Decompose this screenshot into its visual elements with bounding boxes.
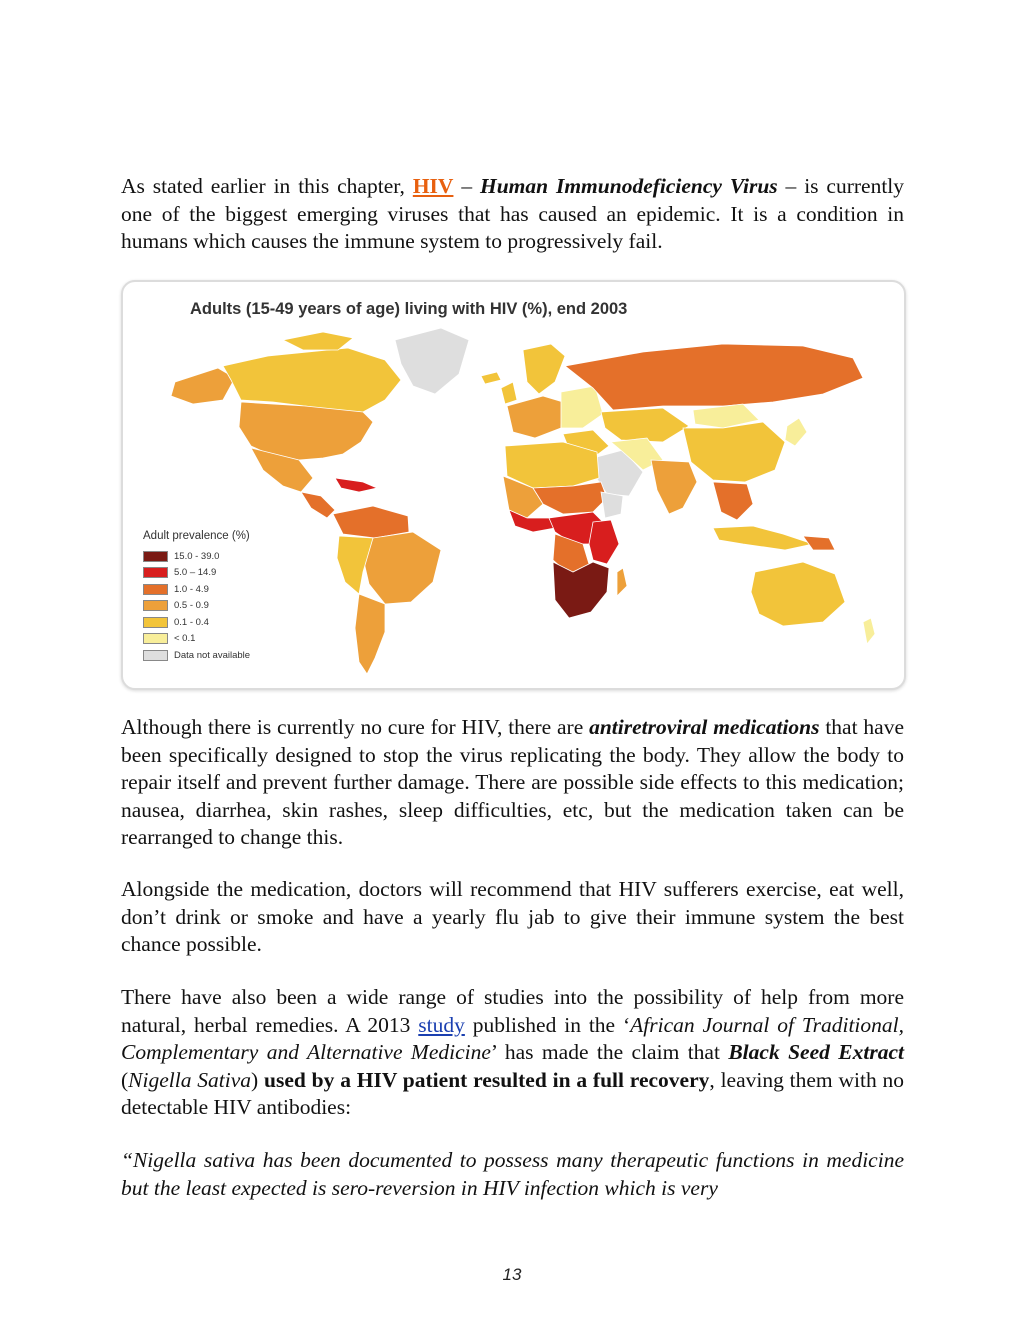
nigella-term: Nigella Sativa: [128, 1067, 252, 1092]
lifestyle-paragraph: Alongside the medication, doctors will recommend that HIV sufferers exercise, eat well, don’t drink or smoke and have a yearly flu jab to give their immune system the best chance possible.: [121, 877, 904, 956]
para4-text-d: (: [121, 1067, 129, 1092]
region-central-asia: [601, 408, 689, 442]
para2-text-a: Although there is currently no cure for HIV, there are: [121, 715, 590, 739]
intro-dash: –: [453, 174, 480, 198]
region-scandinavia: [523, 344, 565, 394]
quote-paragraph: “Nigella sativa has been documented to possess many therapeutic functions in medicine but the least expected is sero-reversion in HIV infection which is very: [121, 1148, 904, 1200]
legend-label: 0.1 - 0.4: [174, 616, 209, 628]
region-indonesia: [713, 526, 813, 550]
legend-swatch: [143, 617, 168, 628]
region-western-europe: [507, 396, 563, 438]
intro-rest: – is currently one of the biggest emerging viruses that has caused an epidemic. It is a condition in humans which causes the immune system to progressively fail.: [121, 174, 905, 253]
legend-item: [143, 581, 250, 598]
region-greenland: [395, 328, 469, 394]
region-southeast-asia: [713, 482, 753, 520]
region-uk: [501, 382, 517, 404]
map-legend: [143, 530, 250, 664]
para4-text-e: ): [251, 1067, 265, 1092]
region-southern-cone: [355, 594, 385, 674]
intro-paragraph: [121, 173, 904, 256]
journal-name: African Journal of Traditional, Complementary and Alternative Medicine: [121, 1012, 904, 1064]
region-north-africa: [505, 442, 599, 488]
region-brazil: [363, 532, 441, 604]
region-australia: [751, 562, 845, 626]
herbal-paragraph: [121, 984, 904, 1122]
legend-swatch: [143, 567, 168, 578]
legend-item: [143, 548, 250, 565]
legend-item: [143, 647, 250, 664]
legend-label: 1.0 - 4.9: [174, 583, 209, 595]
region-central-america: [301, 492, 335, 518]
black-seed-term: Black Seed Extract: [728, 1040, 904, 1064]
legend-swatch: [143, 584, 168, 595]
region-new-zealand: [863, 618, 875, 644]
legend-swatch: [143, 600, 168, 611]
para4-text-f: , leaving them with no detectable HIV antibodies:: [121, 1067, 905, 1119]
hiv-link[interactable]: HIV: [412, 174, 454, 198]
region-madagascar: [617, 568, 627, 596]
region-east-africa: [589, 520, 619, 564]
legend-swatch: [143, 633, 168, 644]
legend-item: [143, 631, 250, 648]
antiretroviral-term: antiretroviral medications: [589, 715, 820, 739]
para4-text-b: published in the ‘: [464, 1012, 631, 1037]
legend-title: Adult prevalence (%): [143, 530, 250, 542]
legend-label: Data not available: [174, 649, 251, 661]
legend-rows: [143, 548, 250, 664]
region-china: [683, 422, 785, 482]
region-iceland: [481, 372, 501, 384]
region-japan-korea: [785, 418, 807, 446]
map-title: Adults (15-49 years of age) living with HIV (%), end 2003: [190, 300, 628, 318]
region-papua: [803, 536, 835, 550]
para4-text-c: ’ has made the claim that: [490, 1040, 729, 1064]
region-venezuela-colombia: [333, 506, 409, 538]
legend-swatch: [143, 551, 168, 562]
antiretroviral-paragraph: [121, 714, 904, 852]
region-alaska: [171, 368, 235, 404]
legend-item: [143, 565, 250, 582]
legend-label: < 0.1: [174, 633, 196, 645]
region-caribbean: [335, 478, 377, 492]
hiv-prevalence-map-figure: [121, 280, 906, 690]
recovery-claim: used by a HIV patient resulted in a full recovery: [264, 1067, 710, 1092]
page-number: 13: [502, 1265, 522, 1284]
study-link[interactable]: study: [418, 1012, 465, 1037]
region-horn-of-africa: [601, 492, 623, 518]
legend-label: 15.0 - 39.0: [174, 550, 220, 562]
legend-label: 0.5 - 0.9: [174, 600, 209, 612]
legend-item: [143, 598, 250, 615]
region-india: [651, 460, 697, 514]
para4-text-a: There have also been a wide range of studies into the possibility of help from more natural, herbal remedies. A 2013: [121, 985, 904, 1037]
region-arctic-islands: [283, 332, 353, 350]
legend-item: [143, 614, 250, 631]
region-russia: [565, 344, 863, 410]
region-southern-africa: [553, 562, 609, 618]
para2-text-b: that have been specifically designed to stop the virus replicating the body. They allow the body to repair itself and prevent further damage. There are possible side effects to this medication; nausea, diarrhea, skin rashes, sleep difficulties, etc, but the medication taken can be rearranged to change this.: [121, 715, 904, 849]
legend-label: 5.0 – 14.9: [174, 567, 217, 579]
intro-text: As stated earlier in this chapter,: [121, 174, 413, 198]
virus-name: Human Immunodeficiency Virus: [479, 174, 778, 198]
legend-swatch: [143, 650, 168, 661]
